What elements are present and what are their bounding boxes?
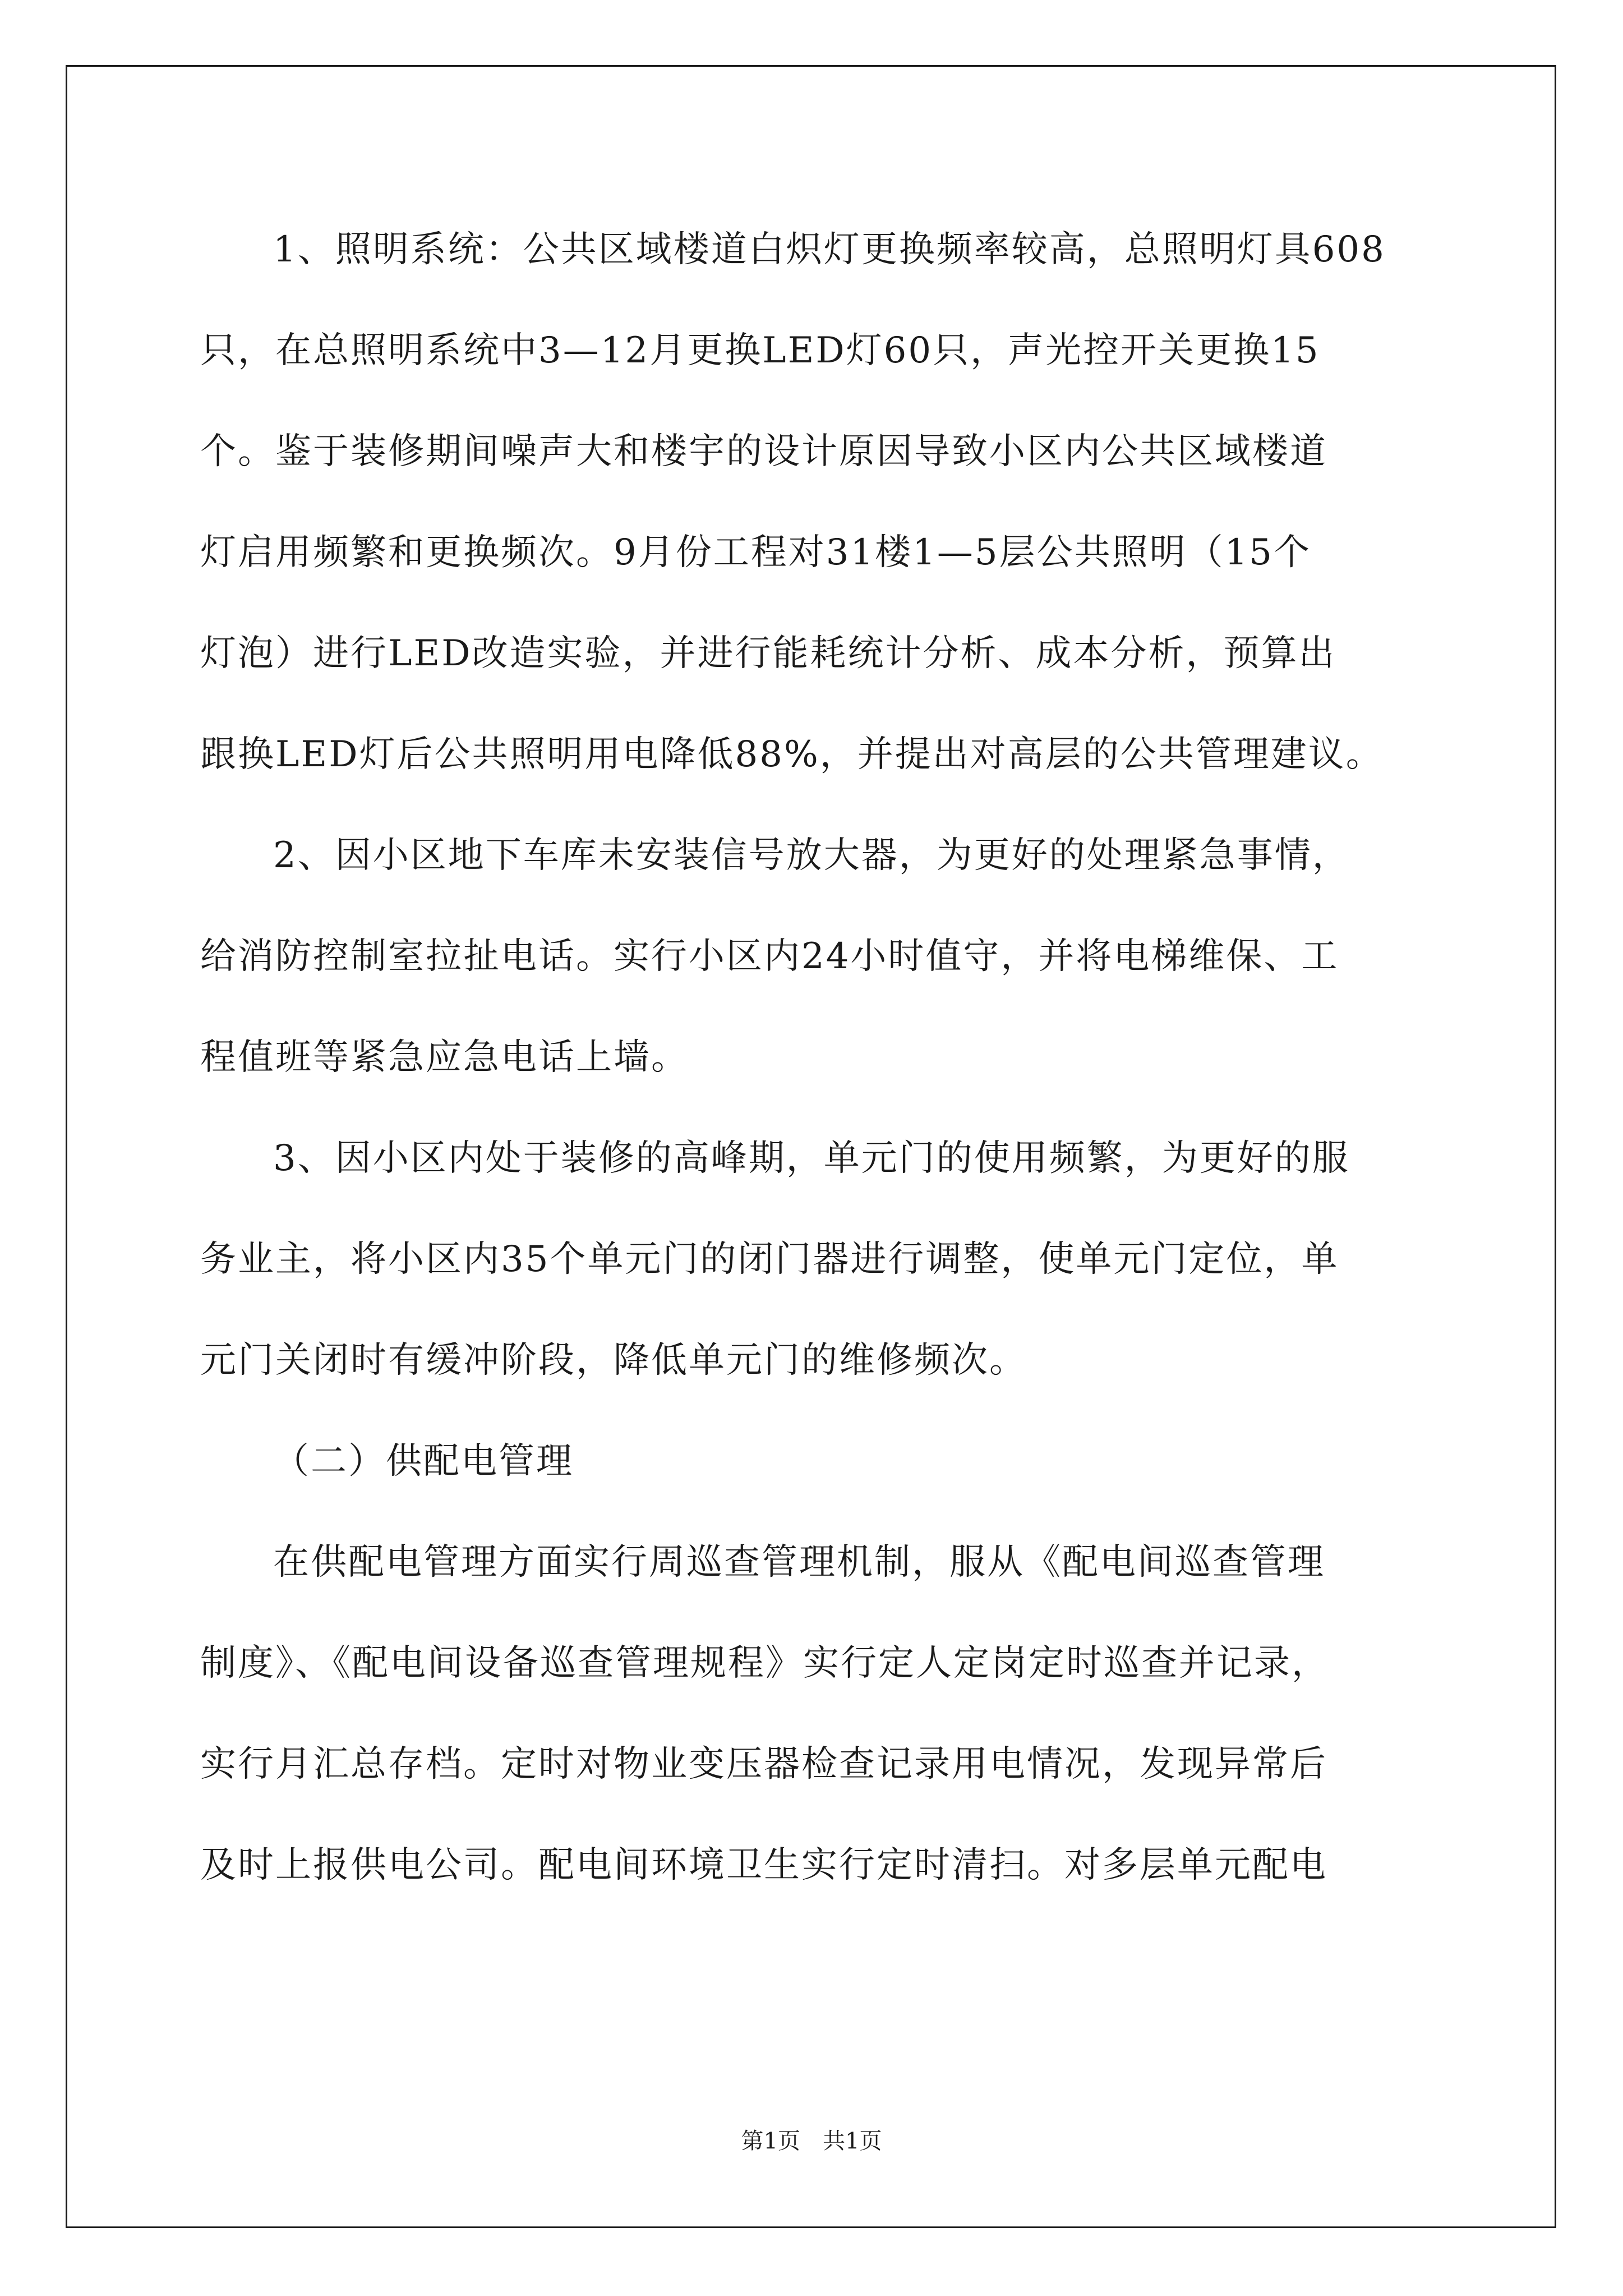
paragraph-1-line-4: 灯启用频繁和更换频次。9月份工程对31楼1—5层公共照明（15个 [200, 532, 1312, 573]
paragraph-4-line-1: 在供配电管理方面实行周巡查管理机制，服从《配电间巡查管理 [273, 1542, 1325, 1583]
paragraph-3-line-3: 元门关闭时有缓冲阶段，降低单元门的维修频次。 [200, 1340, 1027, 1381]
paragraph-1-line-6: 跟换LED灯后公共照明用电降低88%，并提出对高层的公共管理建议。 [200, 734, 1384, 775]
paragraph-2-line-3: 程值班等紧急应急电话上墙。 [200, 1037, 689, 1078]
paragraph-2-line-2: 给消防控制室拉扯电话。实行小区内24小时值守，并将电梯维保、工 [200, 936, 1339, 977]
paragraph-3-line-1: 3、因小区内处于装修的高峰期，单元门的使用频繁，为更好的服 [273, 1138, 1350, 1179]
paragraph-4-line-4: 及时上报供电公司。配电间环境卫生实行定时清扫。对多层单元配电 [200, 1844, 1327, 1886]
paragraph-1-line-1: 1、照明系统：公共区域楼道白炽灯更换频率较高，总照明灯具608 [273, 229, 1386, 270]
page-number: 第1页 共1页 [741, 2128, 882, 2154]
paragraph-1-line-3: 个。鉴于装修期间噪声大和楼宇的设计原因导致小区内公共区域楼道 [200, 431, 1327, 472]
paragraph-4-line-3: 实行月汇总存档。定时对物业变压器检查记录用电情况，发现异常后 [200, 1743, 1327, 1785]
paragraph-1-line-2: 只，在总照明系统中3—12月更换LED灯60只，声光控开关更换15 [200, 330, 1320, 371]
paragraph-1-line-5: 灯泡）进行LED改造实验，并进行能耗统计分析、成本分析，预算出 [200, 633, 1336, 674]
section-heading: （二）供配电管理 [273, 1441, 574, 1482]
paragraph-2-line-1: 2、因小区地下车库未安装信号放大器，为更好的处理紧急事情， [273, 835, 1350, 876]
paragraph-4-line-2: 制度》、《配电间设备巡查管理规程》实行定人定岗定时巡查并记录， [200, 1642, 1329, 1684]
paragraph-3-line-2: 务业主，将小区内35个单元门的闭门器进行调整，使单元门定位，单 [200, 1239, 1339, 1280]
